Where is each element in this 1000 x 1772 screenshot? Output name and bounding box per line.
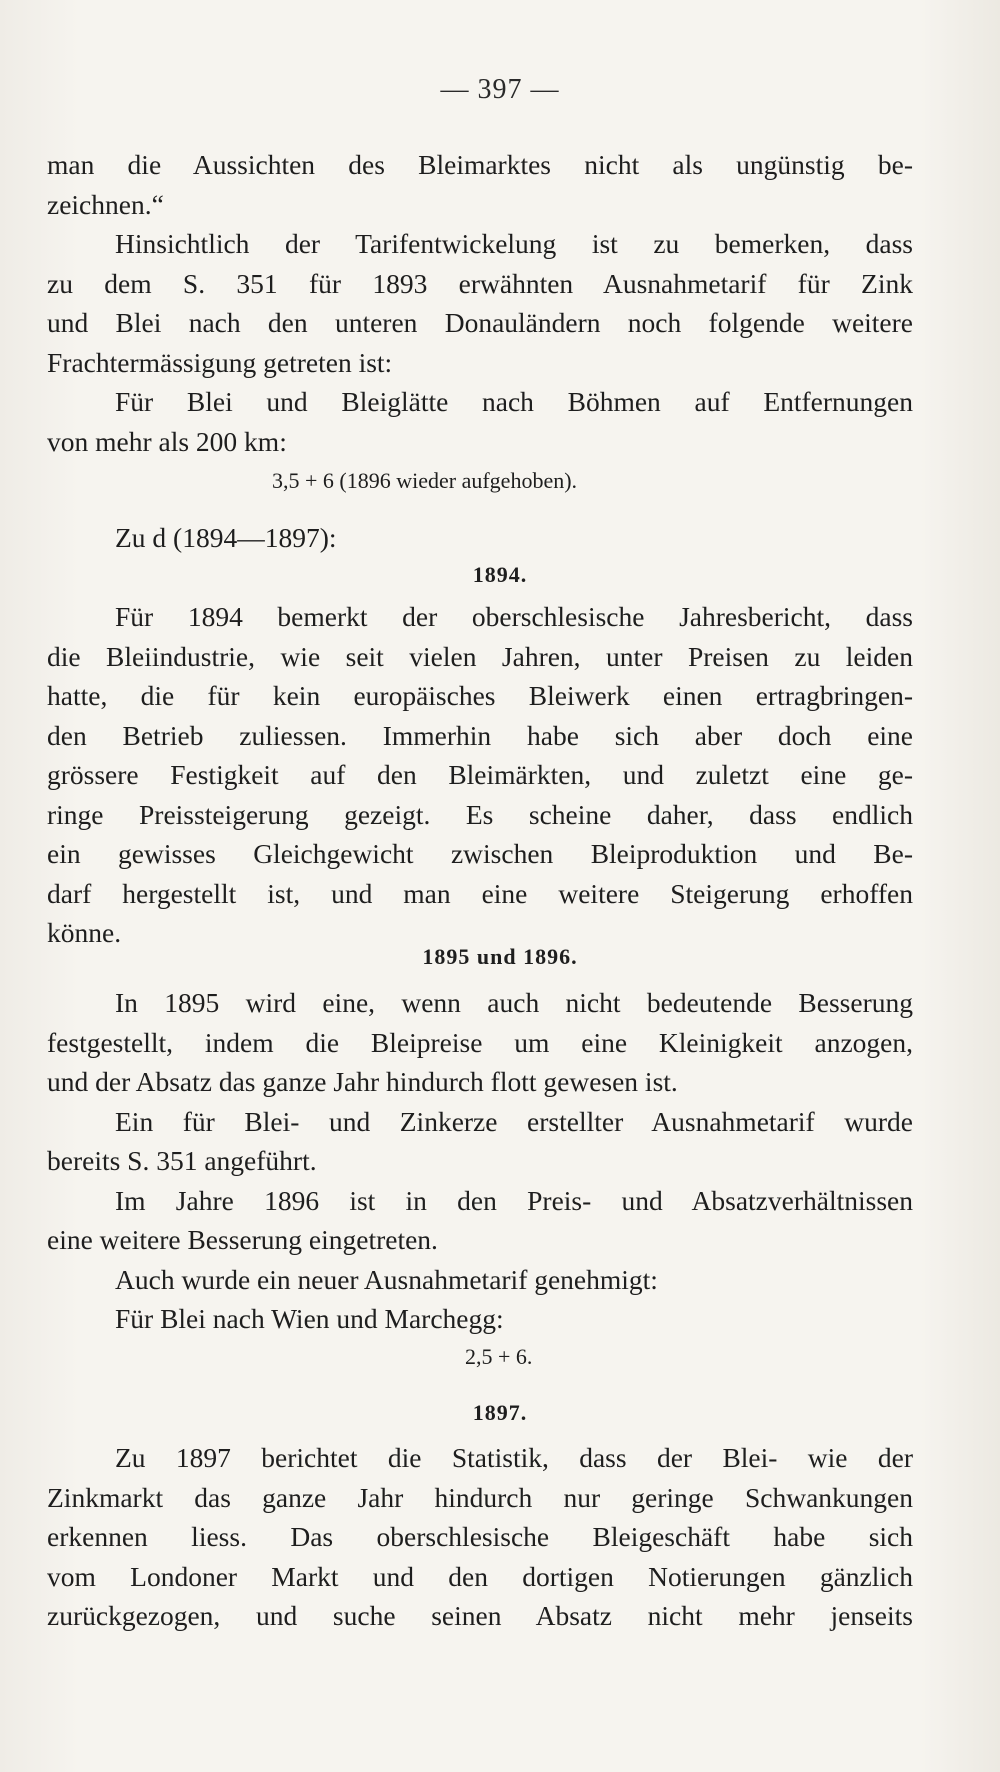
text-line: grössere Festigkeit auf den Bleimärkten, und zuletzt eine ge- — [47, 759, 913, 790]
section-heading-d: Zu d (1894—1897): — [115, 522, 337, 553]
text-line: zeichnen.“ — [47, 188, 164, 220]
year-heading-1895-1896: 1895 und 1896. — [422, 944, 578, 969]
text-line: In 1895 wird eine, wenn auch nicht bedeutende Besserung — [115, 987, 913, 1018]
paragraph-block-2 — [47, 597, 913, 953]
text-line: Für 1894 bemerkt der oberschlesische Jahresbericht, dass — [115, 601, 913, 632]
text-line: von mehr als 200 km: — [47, 425, 287, 457]
page-number: — 397 — — [440, 74, 560, 105]
text-line: und der Absatz das ganze Jahr hindurch flott gewesen ist. — [47, 1066, 678, 1097]
text-line: Im Jahre 1896 ist in den Preis- und Absatzverhältnissen — [115, 1184, 913, 1216]
text-line: Frachtermässigung getreten ist: — [47, 346, 393, 378]
text-line: hatte, die für kein europäisches Bleiwerk einen ertragbringen- — [47, 680, 913, 711]
text-line: man die Aussichten des Bleimarktes nicht als ungünstig be- — [47, 149, 913, 180]
text-line: Zinkmarkt das ganze Jahr hindurch nur geringe Schwankungen — [47, 1481, 913, 1513]
text-line: festgestellt, indem die Bleipreise um eine Kleinigkeit anzogen, — [47, 1026, 913, 1058]
text-line: vom Londoner Markt und den dortigen Notierungen gänzlich — [47, 1560, 913, 1592]
text-line: den Betrieb zuliessen. Immerhin habe sich aber doch eine — [47, 719, 913, 751]
section-heading-d-wrap — [47, 518, 913, 558]
text-line: erkennen liess. Das oberschlesische Bleigeschäft habe sich — [47, 1521, 913, 1552]
text-line: und Blei nach den unteren Donauländern noch folgende weitere — [47, 307, 913, 338]
paragraph-block-3 — [47, 983, 913, 1339]
text-line: ein gewisses Gleichgewicht zwischen Bleiproduktion und Be- — [47, 838, 913, 869]
year-heading-1894: 1894. — [472, 562, 528, 587]
paragraph-block-1 — [47, 145, 913, 461]
paragraph-block-4 — [47, 1438, 913, 1636]
text-line: Zu 1897 berichtet die Statistik, dass der Blei- wie der — [115, 1442, 913, 1473]
text-line: Für Blei und Bleiglätte nach Böhmen auf Entfernungen — [115, 386, 913, 417]
text-line: die Bleiindustrie, wie seit vielen Jahren, unter Preisen zu leiden — [47, 640, 913, 672]
text-line: Ein für Blei- und Zinkerze erstellter Ausnahmetarif wurde — [115, 1105, 913, 1137]
text-line: zurückgezogen, und suche seinen Absatz nicht mehr jenseits — [47, 1600, 913, 1631]
tariff-formula-1: 3,5 + 6 (1896 wieder aufgehoben). — [272, 468, 578, 493]
text-line: Für Blei nach Wien und Marchegg: — [115, 1303, 504, 1334]
year-heading-1897: 1897. — [472, 1400, 528, 1425]
text-line: bereits S. 351 angeführt. — [47, 1145, 317, 1176]
text-line: zu dem S. 351 für 1893 erwähnten Ausnahmetarif für Zink — [47, 267, 913, 299]
text-line: eine weitere Besserung eingetreten. — [47, 1224, 438, 1255]
text-line: könne. — [47, 917, 122, 948]
tariff-formula-2: 2,5 + 6. — [465, 1344, 533, 1369]
text-line: ringe Preissteigerung gezeigt. Es scheine daher, dass endlich — [47, 798, 913, 830]
text-line: darf hergestellt ist, und man eine weitere Steigerung erhoffen — [47, 877, 913, 909]
text-line: Auch wurde ein neuer Ausnahmetarif genehmigt: — [115, 1263, 658, 1295]
text-line: Hinsichtlich der Tarifentwickelung ist zu bemerken, dass — [115, 228, 913, 259]
